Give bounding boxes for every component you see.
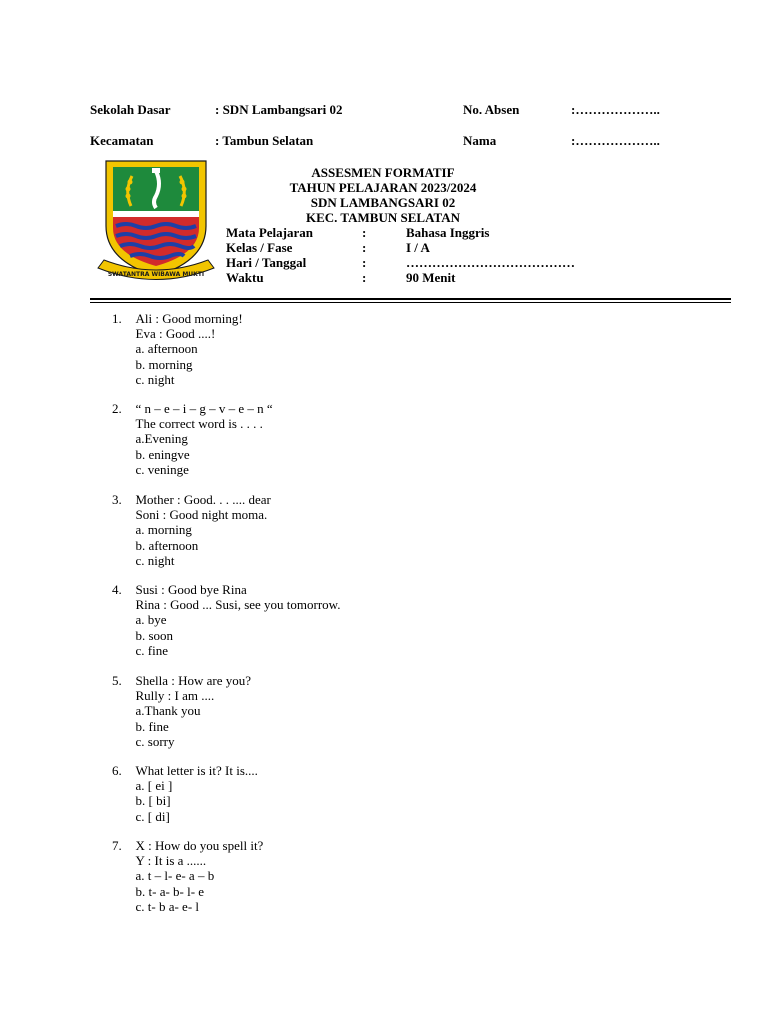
- district-label: Kecamatan: [90, 133, 154, 148]
- answer-option: b. eningve: [135, 446, 190, 462]
- question-number: 1.: [112, 311, 122, 326]
- district-value: : Tambun Selatan: [215, 133, 314, 148]
- question-text-line: Shella : How are you?: [135, 673, 252, 688]
- info-colon: :: [362, 255, 367, 270]
- info-label: Mata Pelajaran: [226, 225, 314, 240]
- title-line-4: KEC. TAMBUN SELATAN: [306, 210, 460, 225]
- question-text-line: Rully : I am ....: [135, 688, 215, 704]
- question-text-line: The correct word is . . . .: [135, 416, 263, 432]
- answer-option: c. sorry: [135, 733, 175, 749]
- title-line-1: ASSESMEN FORMATIF: [311, 165, 455, 180]
- school-label: Sekolah Dasar: [90, 102, 171, 117]
- school-emblem-logo: [96, 156, 216, 286]
- question-number: 6.: [112, 763, 122, 778]
- question-number: 5.: [112, 673, 122, 688]
- answer-option: c. [ di]: [135, 808, 170, 824]
- header-divider-thin: [90, 302, 731, 303]
- question-text-line: Ali : Good morning!: [135, 311, 243, 326]
- info-colon: :: [362, 270, 367, 285]
- title-line-2: TAHUN PELAJARAN 2023/2024: [289, 180, 477, 195]
- absen-label: No. Absen: [463, 102, 520, 117]
- question-number: 7.: [112, 838, 122, 853]
- info-label: Hari / Tanggal: [226, 255, 307, 270]
- answer-option: b. t- a- b- l- e: [135, 883, 205, 899]
- answer-option: a.Evening: [135, 431, 188, 447]
- question-text-line: Susi : Good bye Rina: [135, 582, 247, 597]
- answer-option: b. morning: [135, 356, 193, 372]
- answer-option: a. [ ei ]: [135, 778, 173, 794]
- info-label: Kelas / Fase: [226, 240, 293, 255]
- info-value: Bahasa Inggris: [406, 225, 490, 240]
- question-text-line: What letter is it? It is....: [135, 763, 258, 778]
- school-value: : SDN Lambangsari 02: [215, 102, 343, 117]
- answer-option: c. night: [135, 371, 175, 387]
- answer-option: c. t- b a- e- l: [135, 898, 200, 914]
- answer-option: a. bye: [135, 612, 167, 628]
- logo-ribbon-text: SWATANTRA WIBAWA MUKTI: [107, 271, 205, 278]
- question-number: 2.: [112, 401, 122, 416]
- answer-option: c. night: [135, 552, 175, 568]
- question-text-line: Rina : Good ... Susi, see you tomorrow.: [135, 597, 341, 613]
- info-value: …………………………………: [406, 255, 575, 270]
- answer-option: b. soon: [135, 627, 174, 643]
- question-text-line: Soni : Good night moma.: [135, 507, 268, 523]
- answer-option: a. t – l- e- a – b: [135, 868, 215, 884]
- document-title: [226, 165, 540, 225]
- answer-option: a. morning: [135, 522, 192, 538]
- name-label: Nama: [463, 133, 497, 148]
- answer-option: c. veninge: [135, 461, 189, 477]
- info-value: I / A: [406, 240, 430, 255]
- question-text-line: Eva : Good ....!: [135, 326, 216, 342]
- info-label: Waktu: [226, 270, 264, 285]
- question-text-line: “ n – e – i – g – v – e – n “: [135, 401, 273, 416]
- question-text-line: Y : It is a ......: [135, 853, 207, 869]
- question-number: 3.: [112, 492, 122, 507]
- info-colon: :: [362, 225, 367, 240]
- title-line-3: SDN LAMBANGSARI 02: [310, 195, 456, 210]
- info-colon: :: [362, 240, 367, 255]
- question-text-line: Mother : Good. . . .... dear: [135, 492, 271, 507]
- answer-option: a. afternoon: [135, 341, 198, 357]
- absen-value: :………………..: [571, 102, 660, 117]
- question-number: 4.: [112, 582, 122, 597]
- name-value: :………………..: [571, 133, 660, 148]
- info-value: 90 Menit: [406, 270, 456, 285]
- answer-option: b. [ bi]: [135, 793, 171, 809]
- answer-option: b. fine: [135, 718, 169, 734]
- header-divider-thick: [90, 298, 731, 300]
- answer-option: a.Thank you: [135, 703, 201, 719]
- answer-option: c. fine: [135, 642, 168, 658]
- question-text-line: X : How do you spell it?: [135, 838, 264, 853]
- answer-option: b. afternoon: [135, 537, 199, 553]
